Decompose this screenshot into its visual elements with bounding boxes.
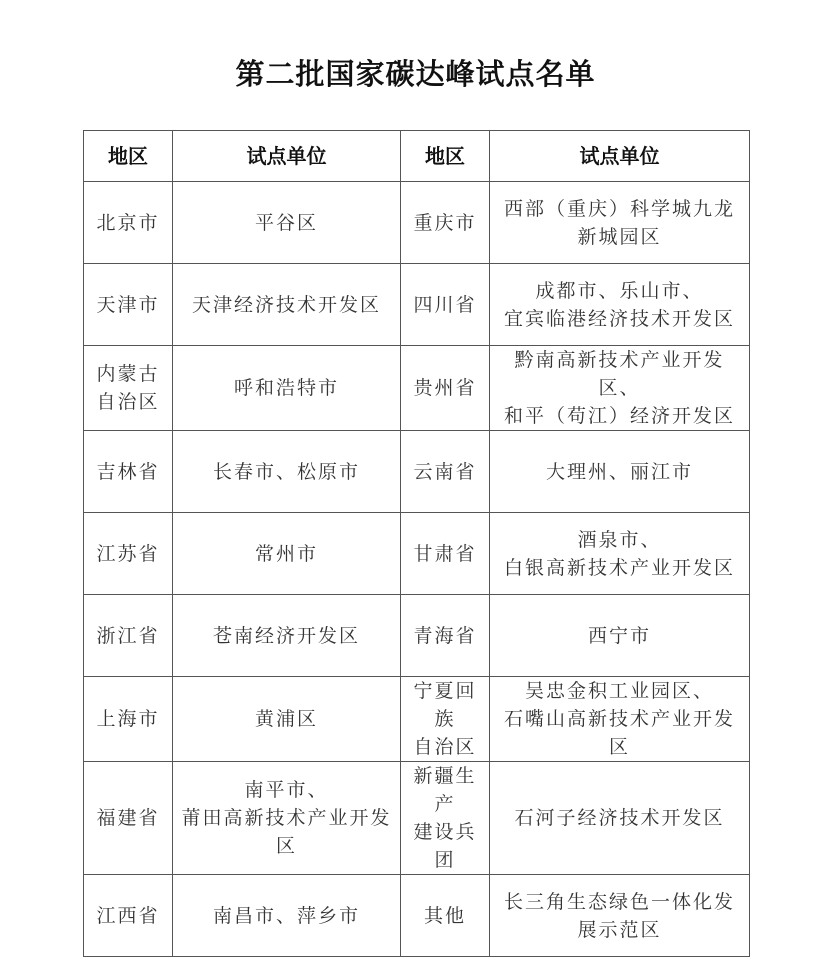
unit-cell-right: [490, 431, 750, 513]
cell-text-line: 云南省: [413, 460, 477, 483]
cell-text-line: 贵州省: [413, 377, 477, 399]
region-cell-right: [401, 513, 490, 595]
cell-text-line: 自治区: [413, 736, 477, 758]
table-row: [84, 264, 750, 346]
unit-cell-right: [490, 346, 750, 431]
cell-text-line: 南昌市、萍乡市: [212, 904, 360, 927]
cell-text-line: 重庆市: [413, 211, 477, 234]
unit-cell-left: [173, 182, 401, 264]
header-unit-left: 试点单位: [173, 131, 401, 182]
cell-text-line: 石河子经济技术开发区: [514, 807, 725, 829]
cell-text-line: 天津经济技术开发区: [191, 293, 381, 316]
cell-text-line: 莆田高新技术产业开发区: [181, 807, 392, 857]
cell-text-line: 内蒙古: [96, 363, 160, 385]
unit-cell-right: [490, 513, 750, 595]
cell-text-line: 新疆生产: [413, 765, 477, 815]
cell-text-line: 宜宾临港经济技术开发区: [503, 307, 735, 330]
region-cell-left: [84, 346, 173, 431]
region-cell-left: [84, 264, 173, 346]
cell-text-line: 四川省: [413, 293, 477, 316]
unit-cell-left: [173, 513, 401, 595]
cell-text-line: 成都市、乐山市、: [535, 279, 704, 302]
cell-text-line: 浙江省: [96, 624, 160, 647]
region-cell-right: [401, 346, 490, 431]
unit-cell-left: [173, 264, 401, 346]
cell-text-line: 黔南高新技术产业开发区、: [514, 349, 725, 399]
cell-text-line: 大理州、丽江市: [545, 460, 693, 483]
cell-text-line: 黄浦区: [254, 708, 318, 730]
region-cell-left: [84, 677, 173, 762]
cell-text-line: 福建省: [96, 807, 160, 829]
table-row: [84, 182, 750, 264]
cell-text-line: 青海省: [413, 624, 477, 647]
table-row: [84, 595, 750, 677]
region-cell-right: [401, 431, 490, 513]
region-cell-left: [84, 875, 173, 957]
region-cell-left: [84, 431, 173, 513]
unit-cell-left: [173, 762, 401, 875]
region-cell-right: [401, 595, 490, 677]
region-cell-left: [84, 513, 173, 595]
unit-cell-left: [173, 346, 401, 431]
cell-text-line: 江苏省: [96, 542, 160, 565]
pilot-list-table: [83, 130, 750, 957]
unit-cell-left: [173, 595, 401, 677]
cell-text-line: 吴忠金积工业园区、: [524, 680, 714, 702]
unit-cell-right: [490, 182, 750, 264]
cell-text-line: 甘肃省: [413, 542, 477, 565]
cell-text-line: 北京市: [96, 211, 160, 234]
cell-text-line: 其他: [423, 904, 466, 927]
region-cell-right: [401, 762, 490, 875]
region-cell-left: [84, 182, 173, 264]
table-body: [84, 182, 750, 957]
unit-cell-left: [173, 677, 401, 762]
header-region-right: 地区: [401, 131, 490, 182]
cell-text-line: 西宁市: [587, 624, 651, 647]
cell-text-line: 白银高新技术产业开发区: [503, 556, 735, 579]
cell-text-line: 平谷区: [254, 211, 318, 234]
cell-text-line: 江西省: [96, 904, 160, 927]
cell-text-line: 常州市: [254, 542, 318, 565]
table-header-row: [84, 131, 750, 182]
cell-text-line: 上海市: [96, 708, 160, 730]
header-region-left: 地区: [84, 131, 173, 182]
unit-cell-right: [490, 677, 750, 762]
cell-text-line: 建设兵团: [413, 821, 477, 871]
cell-text-line: 吉林省: [96, 460, 160, 483]
table-row: [84, 762, 750, 875]
unit-cell-right: [490, 875, 750, 957]
cell-text-line: 西部（重庆）科学城九龙新城园区: [503, 197, 735, 248]
document-title: 第二批国家碳达峰试点名单: [235, 57, 596, 91]
region-cell-left: [84, 762, 173, 875]
unit-cell-left: [173, 875, 401, 957]
table-row: [84, 677, 750, 762]
region-cell-right: [401, 875, 490, 957]
cell-text-line: 呼和浩特市: [233, 377, 339, 399]
cell-text-line: 南平市、: [244, 779, 329, 801]
cell-text-line: 自治区: [96, 391, 160, 413]
unit-cell-right: [490, 264, 750, 346]
cell-text-line: 天津市: [96, 293, 160, 316]
cell-text-line: 长三角生态绿色一体化发展示范区: [503, 890, 735, 941]
table-row: [84, 513, 750, 595]
cell-text-line: 苍南经济开发区: [212, 624, 360, 647]
region-cell-right: [401, 182, 490, 264]
cell-text-line: 石嘴山高新技术产业开发区: [503, 708, 735, 758]
table-row: [84, 875, 750, 957]
region-cell-left: [84, 595, 173, 677]
table-row: [84, 346, 750, 431]
cell-text-line: 长春市、松原市: [212, 460, 360, 483]
region-cell-right: [401, 264, 490, 346]
table-row: [84, 431, 750, 513]
cell-text-line: 宁夏回族: [413, 680, 477, 730]
unit-cell-left: [173, 431, 401, 513]
header-unit-right: 试点单位: [490, 131, 750, 182]
cell-text-line: 和平（苟江）经济开发区: [503, 405, 735, 427]
unit-cell-right: [490, 762, 750, 875]
unit-cell-right: [490, 595, 750, 677]
cell-text-line: 酒泉市、: [577, 528, 662, 551]
region-cell-right: [401, 677, 490, 762]
